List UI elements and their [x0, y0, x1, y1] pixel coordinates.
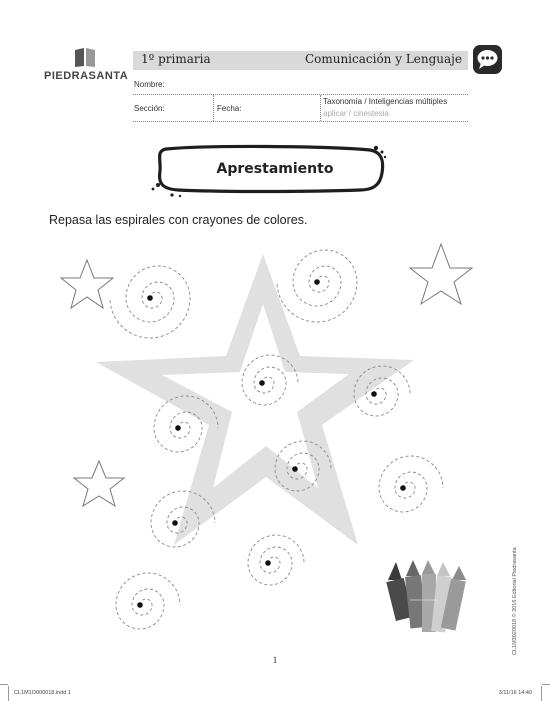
side-credit: CL1M3020018 © 2016 Editorial Piedrasanta [512, 547, 518, 655]
taxonomy-label: Taxonomía / Inteligencias múltiples [323, 97, 448, 106]
start-dot [371, 391, 377, 397]
spiral [248, 535, 304, 585]
start-dot [265, 560, 271, 566]
footer-file: CL1M1O000018.indd 1 [14, 690, 71, 696]
crop-mark [8, 686, 9, 701]
spiral [116, 573, 180, 629]
start-dot [137, 602, 143, 608]
activity-title: Aprestamiento [216, 161, 334, 177]
crayons-icon [386, 560, 466, 632]
start-dot [147, 295, 153, 301]
start-dot [259, 380, 265, 386]
subject-label: Comunicación y Lenguaje [304, 52, 462, 66]
start-dot [172, 520, 178, 526]
footer-datetime: 3/11/16 14:40 [498, 690, 532, 696]
crop-mark [542, 684, 550, 685]
small-star-outline [410, 244, 472, 304]
grade-label: 1º primaria [141, 52, 211, 66]
spiral [277, 250, 357, 322]
start-dot [400, 485, 406, 491]
name-label: Nombre: [134, 80, 165, 89]
start-dot [292, 466, 298, 472]
instructions: Repasa las espirales con crayones de colores. [49, 213, 308, 227]
crop-mark [541, 686, 542, 701]
date-label: Fecha: [217, 104, 242, 113]
crop-mark [0, 684, 8, 685]
small-star-outline [74, 461, 124, 506]
start-dot [175, 425, 181, 431]
spiral [379, 456, 443, 512]
spiral [110, 266, 190, 338]
start-dot [314, 279, 320, 285]
taxonomy-value: aplicar / cinestesia [323, 109, 389, 118]
brand-name: PIEDRASANTA [44, 70, 129, 82]
section-label: Sección: [134, 104, 165, 113]
small-star-outline [61, 260, 113, 308]
page-number: 1 [272, 655, 278, 665]
